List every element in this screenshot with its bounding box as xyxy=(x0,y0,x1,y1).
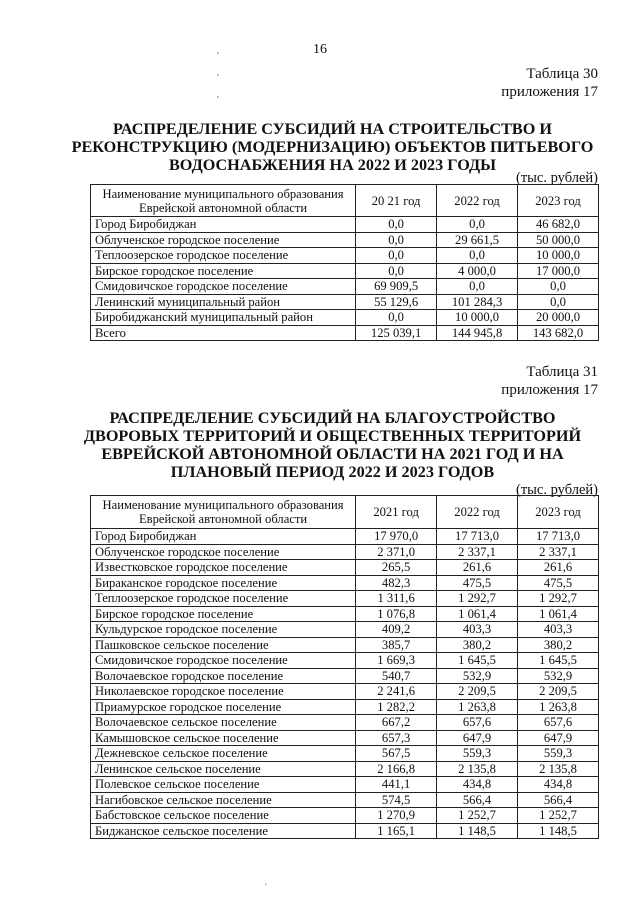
table-row xyxy=(91,232,599,248)
table-row xyxy=(91,730,599,746)
table30-header-year3: 2023 год xyxy=(518,185,599,217)
cell-name: Облученское городское поселение xyxy=(91,544,356,560)
table31-header-year1: 2021 год xyxy=(356,496,437,529)
cell-name: Полевское сельское поселение xyxy=(91,777,356,793)
cell-value: 69 909,5 xyxy=(356,279,437,295)
cell-name: Бирское городское поселение xyxy=(91,606,356,622)
cell-value: 4 000,0 xyxy=(437,263,518,279)
cell-value: 532,9 xyxy=(518,668,599,684)
cell-value: 566,4 xyxy=(437,792,518,808)
cell-value: 1 148,5 xyxy=(437,823,518,839)
cell-name: Город Биробиджан xyxy=(91,217,356,233)
cell-name: Биджанское сельское поселение xyxy=(91,823,356,839)
cell-name: Камышовское сельское поселение xyxy=(91,730,356,746)
cell-value: 574,5 xyxy=(356,792,437,808)
cell-name: Волочаевское сельское поселение xyxy=(91,715,356,731)
cell-value: 125 039,1 xyxy=(356,325,437,341)
cell-name: Бираканское городское поселение xyxy=(91,575,356,591)
cell-value: 17 713,0 xyxy=(437,529,518,545)
cell-value: 559,3 xyxy=(437,746,518,762)
margin-marks: ' ' ' xyxy=(217,51,219,106)
cell-value: 1 292,7 xyxy=(518,591,599,607)
cell-name: Бабстовское сельское поселение xyxy=(91,808,356,824)
table-row xyxy=(91,622,599,638)
cell-value: 1 311,6 xyxy=(356,591,437,607)
cell-value: 2 209,5 xyxy=(437,684,518,700)
table30-units: (тыс. рублей) xyxy=(516,170,598,186)
page-number: 16 xyxy=(313,42,327,57)
table-row xyxy=(91,808,599,824)
table30-title-line2: РЕКОНСТРУКЦИЮ (МОДЕРНИЗАЦИЮ) ОБЪЕКТОВ ПИТЬЕВОГО xyxy=(71,138,594,156)
cell-name: Волочаевское городское поселение xyxy=(91,668,356,684)
cell-value: 2 209,5 xyxy=(518,684,599,700)
cell-value: 0,0 xyxy=(356,310,437,326)
cell-name: Смидовичское городское поселение xyxy=(91,279,356,295)
cell-value: 2 337,1 xyxy=(437,544,518,560)
table-row xyxy=(91,699,599,715)
cell-value: 101 284,3 xyxy=(437,294,518,310)
table31-header-year2: 2022 год xyxy=(437,496,518,529)
cell-name: Ленинское сельское поселение xyxy=(91,761,356,777)
cell-name: Приамурское городское поселение xyxy=(91,699,356,715)
table31-units: (тыс. рублей) xyxy=(516,482,598,498)
table30-ref-line2: приложения 17 xyxy=(501,84,598,100)
cell-value: 0,0 xyxy=(356,263,437,279)
cell-value: 567,5 xyxy=(356,746,437,762)
table30-ref-line1: Таблица 30 xyxy=(526,66,598,82)
cell-value: 403,3 xyxy=(437,622,518,638)
cell-value: 1 645,5 xyxy=(518,653,599,669)
table30-reference xyxy=(501,65,598,101)
cell-value: 380,2 xyxy=(437,637,518,653)
cell-value: 1 282,2 xyxy=(356,699,437,715)
cell-value: 265,5 xyxy=(356,560,437,576)
table-row xyxy=(91,792,599,808)
table30 xyxy=(90,184,599,341)
cell-value: 409,2 xyxy=(356,622,437,638)
cell-value: 0,0 xyxy=(437,279,518,295)
table-row xyxy=(91,263,599,279)
cell-value: 1 263,8 xyxy=(518,699,599,715)
cell-value: 50 000,0 xyxy=(518,232,599,248)
cell-value: 647,9 xyxy=(437,730,518,746)
table-row xyxy=(91,294,599,310)
table31 xyxy=(90,495,599,839)
table-total-row xyxy=(91,325,599,341)
cell-value: 55 129,6 xyxy=(356,294,437,310)
cell-value: 143 682,0 xyxy=(518,325,599,341)
bottom-mark: ' xyxy=(265,882,267,892)
cell-name: Ленинский муниципальный район xyxy=(91,294,356,310)
table-row xyxy=(91,529,599,545)
cell-name: Всего xyxy=(91,325,356,341)
cell-value: 1 252,7 xyxy=(518,808,599,824)
cell-value: 1 061,4 xyxy=(518,606,599,622)
cell-value: 647,9 xyxy=(518,730,599,746)
cell-name: Николаевское городское поселение xyxy=(91,684,356,700)
cell-value: 1 165,1 xyxy=(356,823,437,839)
cell-value: 657,6 xyxy=(437,715,518,731)
cell-value: 385,7 xyxy=(356,637,437,653)
cell-value: 17 713,0 xyxy=(518,529,599,545)
table30-header-row xyxy=(91,185,599,217)
cell-value: 434,8 xyxy=(518,777,599,793)
cell-value: 559,3 xyxy=(518,746,599,762)
cell-value: 2 337,1 xyxy=(518,544,599,560)
cell-value: 475,5 xyxy=(518,575,599,591)
cell-value: 0,0 xyxy=(356,217,437,233)
cell-name: Город Биробиджан xyxy=(91,529,356,545)
table30-title xyxy=(60,120,605,174)
table30-header-year1: 20 21 год xyxy=(356,185,437,217)
table30-header-year2: 2022 год xyxy=(437,185,518,217)
cell-value: 1 270,9 xyxy=(356,808,437,824)
cell-value: 1 292,7 xyxy=(437,591,518,607)
table31-title-line3: ЕВРЕЙСКОЙ АВТОНОМНОЙ ОБЛАСТИ НА 2021 ГОД И НА xyxy=(101,445,564,463)
cell-value: 482,3 xyxy=(356,575,437,591)
table-row xyxy=(91,746,599,762)
cell-value: 144 945,8 xyxy=(437,325,518,341)
table-row xyxy=(91,591,599,607)
cell-name: Пашковское сельское поселение xyxy=(91,637,356,653)
cell-name: Кульдурское городское поселение xyxy=(91,622,356,638)
table-row xyxy=(91,544,599,560)
cell-value: 0,0 xyxy=(356,248,437,264)
cell-value: 10 000,0 xyxy=(437,310,518,326)
cell-value: 434,8 xyxy=(437,777,518,793)
cell-name: Известковское городское поселение xyxy=(91,560,356,576)
cell-value: 532,9 xyxy=(437,668,518,684)
table31-ref-line1: Таблица 31 xyxy=(526,364,598,380)
table31-ref-line2: приложения 17 xyxy=(501,382,598,398)
table31-title xyxy=(60,409,605,481)
cell-value: 2 135,8 xyxy=(518,761,599,777)
table-row xyxy=(91,668,599,684)
table-row xyxy=(91,606,599,622)
cell-name: Теплоозерское городское поселение xyxy=(91,248,356,264)
table31-title-line4: ПЛАНОВЫЙ ПЕРИОД 2022 И 2023 ГОДОВ xyxy=(170,463,495,481)
table-row xyxy=(91,777,599,793)
table-row xyxy=(91,575,599,591)
table31-header-name: Наименование муниципального образования Еврейской автономной области xyxy=(91,496,356,529)
cell-name: Облученское городское поселение xyxy=(91,232,356,248)
cell-value: 1 669,3 xyxy=(356,653,437,669)
cell-value: 261,6 xyxy=(518,560,599,576)
cell-value: 380,2 xyxy=(518,637,599,653)
cell-value: 1 148,5 xyxy=(518,823,599,839)
cell-name: Теплоозерское городское поселение xyxy=(91,591,356,607)
cell-value: 2 135,8 xyxy=(437,761,518,777)
table31-title-line1: РАСПРЕДЕЛЕНИЕ СУБСИДИЙ НА БЛАГОУСТРОЙСТВО xyxy=(109,409,556,427)
cell-value: 29 661,5 xyxy=(437,232,518,248)
cell-value: 540,7 xyxy=(356,668,437,684)
cell-value: 46 682,0 xyxy=(518,217,599,233)
cell-value: 1 076,8 xyxy=(356,606,437,622)
cell-value: 403,3 xyxy=(518,622,599,638)
table31-reference xyxy=(501,363,598,399)
cell-name: Дежневское сельское поселение xyxy=(91,746,356,762)
cell-value: 1 061,4 xyxy=(437,606,518,622)
table30-title-line1: РАСПРЕДЕЛЕНИЕ СУБСИДИЙ НА СТРОИТЕЛЬСТВО И xyxy=(113,120,552,138)
cell-value: 2 241,6 xyxy=(356,684,437,700)
cell-value: 0,0 xyxy=(437,217,518,233)
table-row xyxy=(91,279,599,295)
table-row xyxy=(91,637,599,653)
cell-name: Бирское городское поселение xyxy=(91,263,356,279)
cell-name: Биробиджанский муниципальный район xyxy=(91,310,356,326)
table31-header-year3: 2023 год xyxy=(518,496,599,529)
cell-value: 657,3 xyxy=(356,730,437,746)
cell-value: 17 970,0 xyxy=(356,529,437,545)
cell-value: 475,5 xyxy=(437,575,518,591)
table-row xyxy=(91,823,599,839)
cell-value: 20 000,0 xyxy=(518,310,599,326)
table-row xyxy=(91,217,599,233)
cell-value: 667,2 xyxy=(356,715,437,731)
table30-header-name: Наименование муниципального образования Еврейской автономной области xyxy=(91,185,356,217)
cell-value: 2 371,0 xyxy=(356,544,437,560)
cell-value: 1 252,7 xyxy=(437,808,518,824)
cell-value: 0,0 xyxy=(518,294,599,310)
cell-value: 17 000,0 xyxy=(518,263,599,279)
table-row xyxy=(91,715,599,731)
table-row xyxy=(91,310,599,326)
table-row xyxy=(91,560,599,576)
table31-header-row xyxy=(91,496,599,529)
cell-value: 261,6 xyxy=(437,560,518,576)
cell-value: 0,0 xyxy=(518,279,599,295)
cell-name: Нагибовское сельское поселение xyxy=(91,792,356,808)
table-row xyxy=(91,248,599,264)
cell-name: Смидовичское городское поселение xyxy=(91,653,356,669)
table31-title-line2: ДВОРОВЫХ ТЕРРИТОРИЙ И ОБЩЕСТВЕННЫХ ТЕРРИТОРИЙ xyxy=(83,427,582,445)
cell-value: 0,0 xyxy=(356,232,437,248)
cell-value: 657,6 xyxy=(518,715,599,731)
cell-value: 2 166,8 xyxy=(356,761,437,777)
cell-value: 1 263,8 xyxy=(437,699,518,715)
cell-value: 0,0 xyxy=(437,248,518,264)
cell-value: 1 645,5 xyxy=(437,653,518,669)
table-row xyxy=(91,761,599,777)
table-row xyxy=(91,684,599,700)
cell-value: 441,1 xyxy=(356,777,437,793)
cell-value: 566,4 xyxy=(518,792,599,808)
table30-title-line3: ВОДОСНАБЖЕНИЯ НА 2022 И 2023 ГОДЫ xyxy=(168,156,497,174)
cell-value: 10 000,0 xyxy=(518,248,599,264)
table-row xyxy=(91,653,599,669)
